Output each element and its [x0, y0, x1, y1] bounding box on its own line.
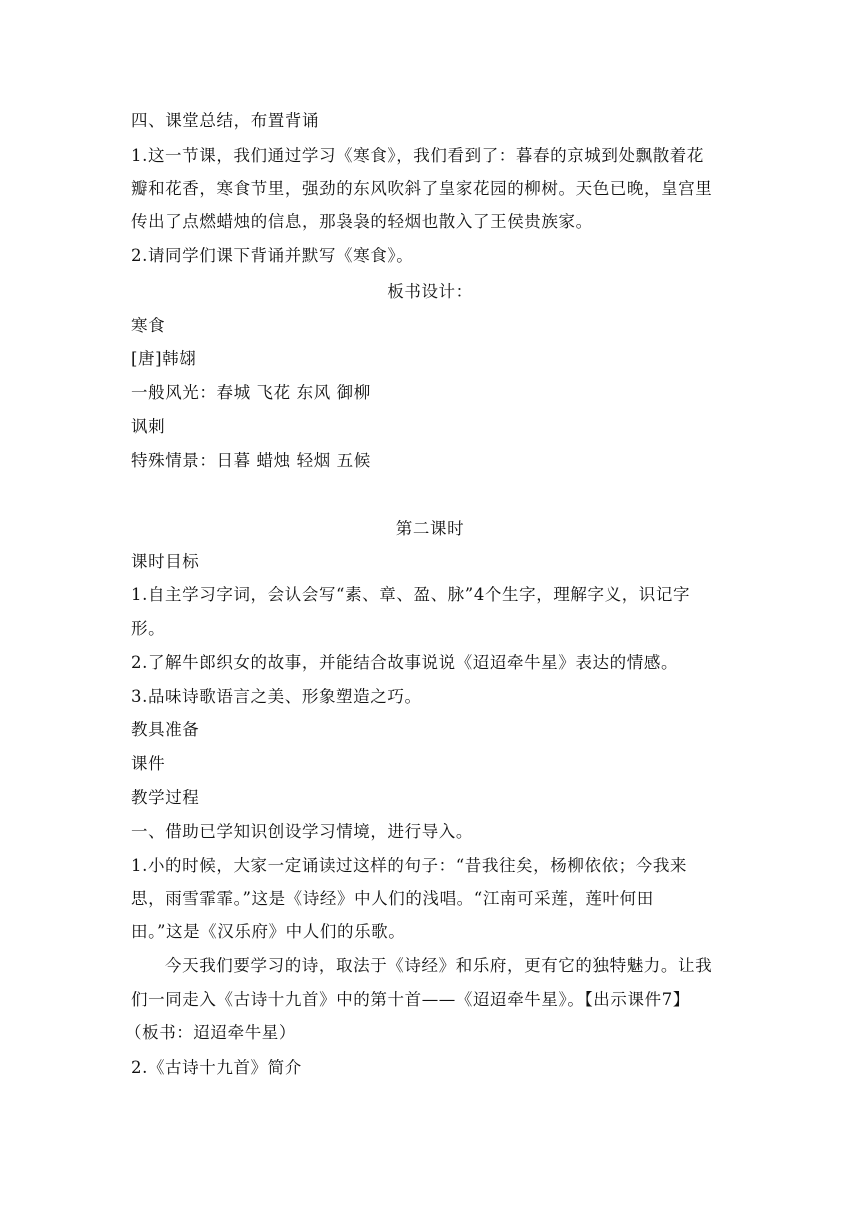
- lesson2-board-note: （板书：迢迢牵牛星）: [125, 1023, 296, 1042]
- lesson2-prep: 课件: [131, 754, 166, 773]
- lesson2-paragraph-line: 2.《古诗十九首》简介: [131, 1058, 302, 1077]
- lesson2-step-heading: 一、借助已学知识创设学习情境，进行导入。: [131, 822, 473, 841]
- board-design-title: 板书设计：: [387, 282, 473, 301]
- lesson2-title: 第二课时: [395, 519, 465, 538]
- lesson2-paragraph-line: 田。”这是《汉乐府》中人们的乐歌。: [131, 922, 406, 941]
- board-satire: 讽刺: [131, 417, 166, 436]
- summary-homework-line: 2.请同学们课下背诵并默写《寒食》。: [131, 246, 414, 265]
- board-special-scene: 特殊情景：日暮 蜡烛 轻烟 五候: [131, 451, 371, 470]
- lesson2-paragraph-line: 思，雨雪霏霏。”这是《诗经》中人们的浅唱。“江南可采莲，莲叶何田: [131, 889, 654, 908]
- board-poem-author: [唐]韩翃: [131, 349, 197, 368]
- lesson2-prep-heading: 教具准备: [131, 720, 200, 739]
- lesson2-goal-line: 3.品味诗歌语言之美、形象塑造之巧。: [131, 687, 422, 706]
- lesson2-paragraph-line: 1.小的时候，大家一定诵读过这样的句子：“昔我往矣，杨柳依依；今我来: [131, 856, 688, 875]
- lesson2-paragraph-line: 今天我们要学习的诗，取法于《诗经》和乐府，更有它的独特魅力。让我: [165, 956, 713, 975]
- summary-paragraph-line: 1.这一节课，我们通过学习《寒食》，我们看到了：暮春的京城到处飘散着花: [131, 146, 704, 165]
- lesson2-goal-line: 形。: [131, 619, 166, 638]
- summary-paragraph-line: 传出了点燃蜡烛的信息，那袅袅的轻烟也散入了王侯贵族家。: [131, 212, 593, 231]
- board-general-scenery: 一般风光：春城 飞花 东风 御柳: [131, 383, 371, 402]
- lesson2-process-heading: 教学过程: [131, 788, 200, 807]
- summary-paragraph-line: 瓣和花香，寒食节里，强劲的东风吹斜了皇家花园的柳树。天色已晚，皇宫里: [131, 179, 713, 198]
- summary-heading: 四、课堂总结，布置背诵: [131, 111, 320, 130]
- lesson2-goal-line: 1.自主学习字词，会认会写“素、章、盈、脉”4个生字，理解字义，识记字: [131, 585, 691, 604]
- lesson2-goal-line: 2.了解牛郎织女的故事，并能结合故事说说《迢迢牵牛星》表达的情感。: [131, 653, 679, 672]
- lesson2-goals-heading: 课时目标: [131, 552, 200, 571]
- lesson2-paragraph-line: 们一同走入《古诗十九首》中的第十首——《迢迢牵牛星》。【出示课件7】: [131, 990, 690, 1009]
- board-poem-title: 寒食: [131, 316, 166, 335]
